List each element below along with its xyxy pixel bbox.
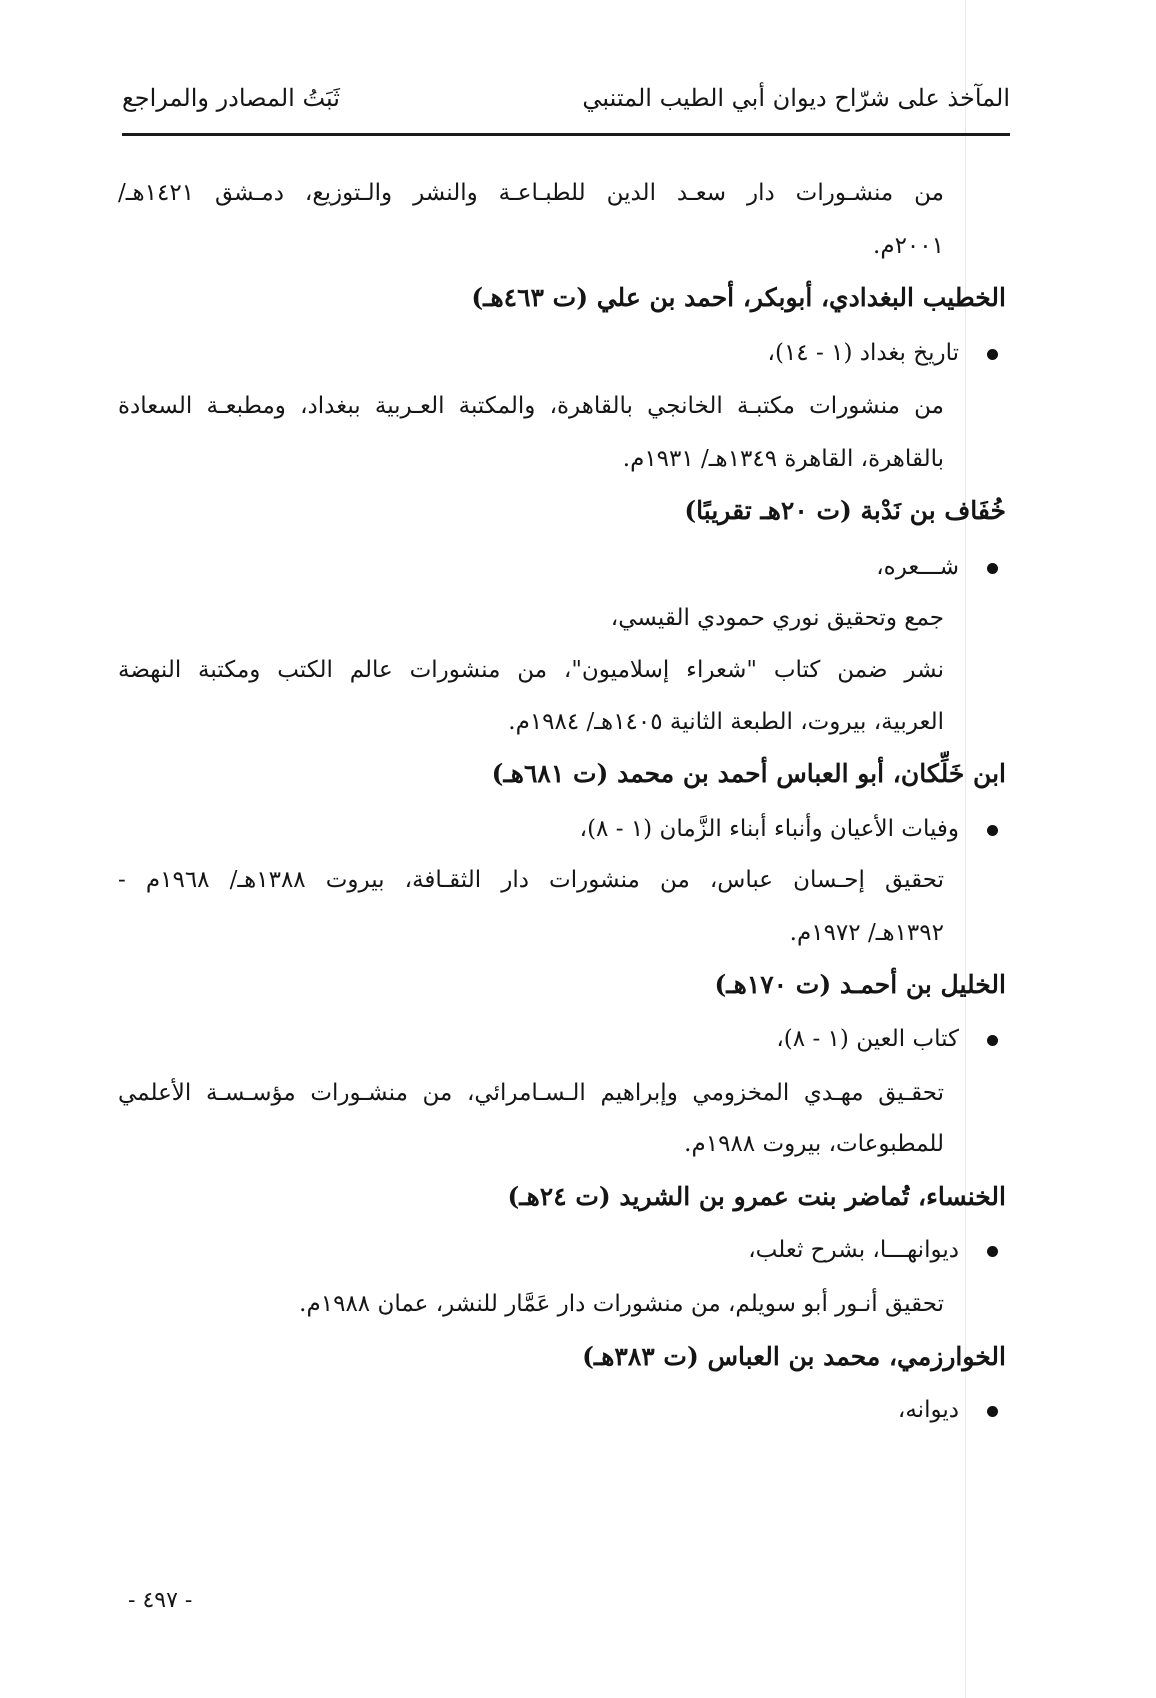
bullet-icon [987, 825, 998, 836]
entry-heading [507, 1180, 1006, 1214]
line-text: تحقـيق مهـدي المخزومي وإبراهيم الـسـامرائي، من منشـورات مؤسـسـة الأعلمي [118, 1080, 944, 1106]
entry-heading [492, 757, 1006, 791]
line-text: تحقيق إحـسان عباس، من منشورات دار الثقـافة، بيروت ١٣٨٨هـ/ ١٩٦٨م - [118, 867, 944, 893]
bullet-icon [987, 563, 998, 574]
line-text: شـــعره، [876, 554, 959, 580]
bullet-icon [987, 1246, 998, 1257]
publication-details-line [873, 229, 944, 263]
publication-details-line [623, 442, 944, 476]
publication-details-line [118, 1076, 944, 1110]
work-title-line [768, 336, 998, 370]
work-title-line [580, 812, 998, 846]
publication-details-line [118, 176, 944, 210]
work-title-line [876, 550, 998, 584]
work-title-line [898, 1393, 998, 1427]
bullet-icon [987, 1035, 998, 1046]
line-text: ١٣٩٢هـ/ ١٩٧٢م. [789, 920, 944, 946]
line-text: ديوانهـــا، بشرح ثعلب، [748, 1237, 959, 1263]
line-text: كتاب العين (١ - ٨)، [776, 1026, 959, 1052]
publication-details-line [118, 863, 944, 897]
work-title-line [748, 1233, 998, 1267]
line-text: من منشورات مكتبـة الخانجي بالقاهرة، والمكتبة العـربية ببغداد، ومطبعـة السعادة [118, 393, 944, 419]
header-section-title: ثَبَتُ المصادر والمراجع [122, 84, 340, 112]
publication-details-line [508, 705, 944, 739]
line-text: ٢٠٠١م. [873, 233, 944, 259]
entry-heading [684, 494, 1006, 528]
line-text: وفيات الأعيان وأنباء أبناء الزَّمان (١ - ٨)، [579, 816, 959, 842]
publication-details-line [684, 1127, 944, 1161]
publication-details-line [118, 653, 944, 687]
page-number: - ٤٩٧ - [128, 1588, 193, 1613]
bullet-icon [987, 349, 998, 360]
line-text: جمع وتحقيق نوري حمودي القيسي، [610, 605, 944, 631]
line-text: ديوانه، [897, 1397, 959, 1423]
entry-heading [471, 281, 1006, 315]
line-text: بالقاهرة، القاهرة ١٣٤٩هـ/ ١٩٣١م. [622, 446, 944, 472]
line-text: الخطيب البغدادي، أبوبكر، أحمد بن علي (ت ٤٦٣هـ) [471, 283, 1006, 312]
bullet-icon [987, 1406, 998, 1417]
header-book-title: المآخذ على شرّاح ديوان أبي الطيب المتنبي [582, 84, 1010, 112]
line-text: نشر ضمن كتاب "شعراء إسلاميون"، من منشورات عالم الكتب ومكتبة النهضة [118, 657, 944, 683]
line-text: الخنساء، تُماضر بنت عمرو بن الشريد (ت ٢٤هـ) [507, 1182, 1006, 1211]
line-text: الخوارزمي، محمد بن العباس (ت ٣٨٣هـ) [582, 1342, 1006, 1371]
line-text: العربية، بيروت، الطبعة الثانية ١٤٠٥هـ/ ١٩٨٤م. [508, 709, 944, 735]
publication-details-line [118, 389, 944, 423]
line-text: تاريخ بغداد (١ - ١٤)، [767, 340, 959, 366]
publication-details-line [790, 916, 944, 950]
work-title-line [776, 1022, 998, 1056]
line-text: تحقيق أنـور أبو سويلم، من منشورات دار عَمَّار للنشر، عمان ١٩٨٨م. [299, 1291, 944, 1317]
line-text: للمطبوعات، بيروت ١٩٨٨م. [684, 1131, 944, 1157]
line-text: من منشـورات دار سعـد الدين للطبـاعـة والنشر والـتوزيع، دمـشق ١٤٢١هـ/ [118, 180, 944, 206]
line-text: ابن خَلِّكان، أبو العباس أحمد بن محمد (ت ٦٨١هـ) [491, 759, 1006, 788]
entry-heading [714, 968, 1006, 1002]
entry-heading [582, 1340, 1006, 1374]
line-text: خُفَاف بن نَدْبة (ت ٢٠هـ تقريبًا) [684, 496, 1006, 525]
line-text: الخليل بن أحمـد (ت ١٧٠هـ) [714, 970, 1006, 999]
publication-details-line [611, 601, 944, 635]
publication-details-line [299, 1287, 944, 1321]
